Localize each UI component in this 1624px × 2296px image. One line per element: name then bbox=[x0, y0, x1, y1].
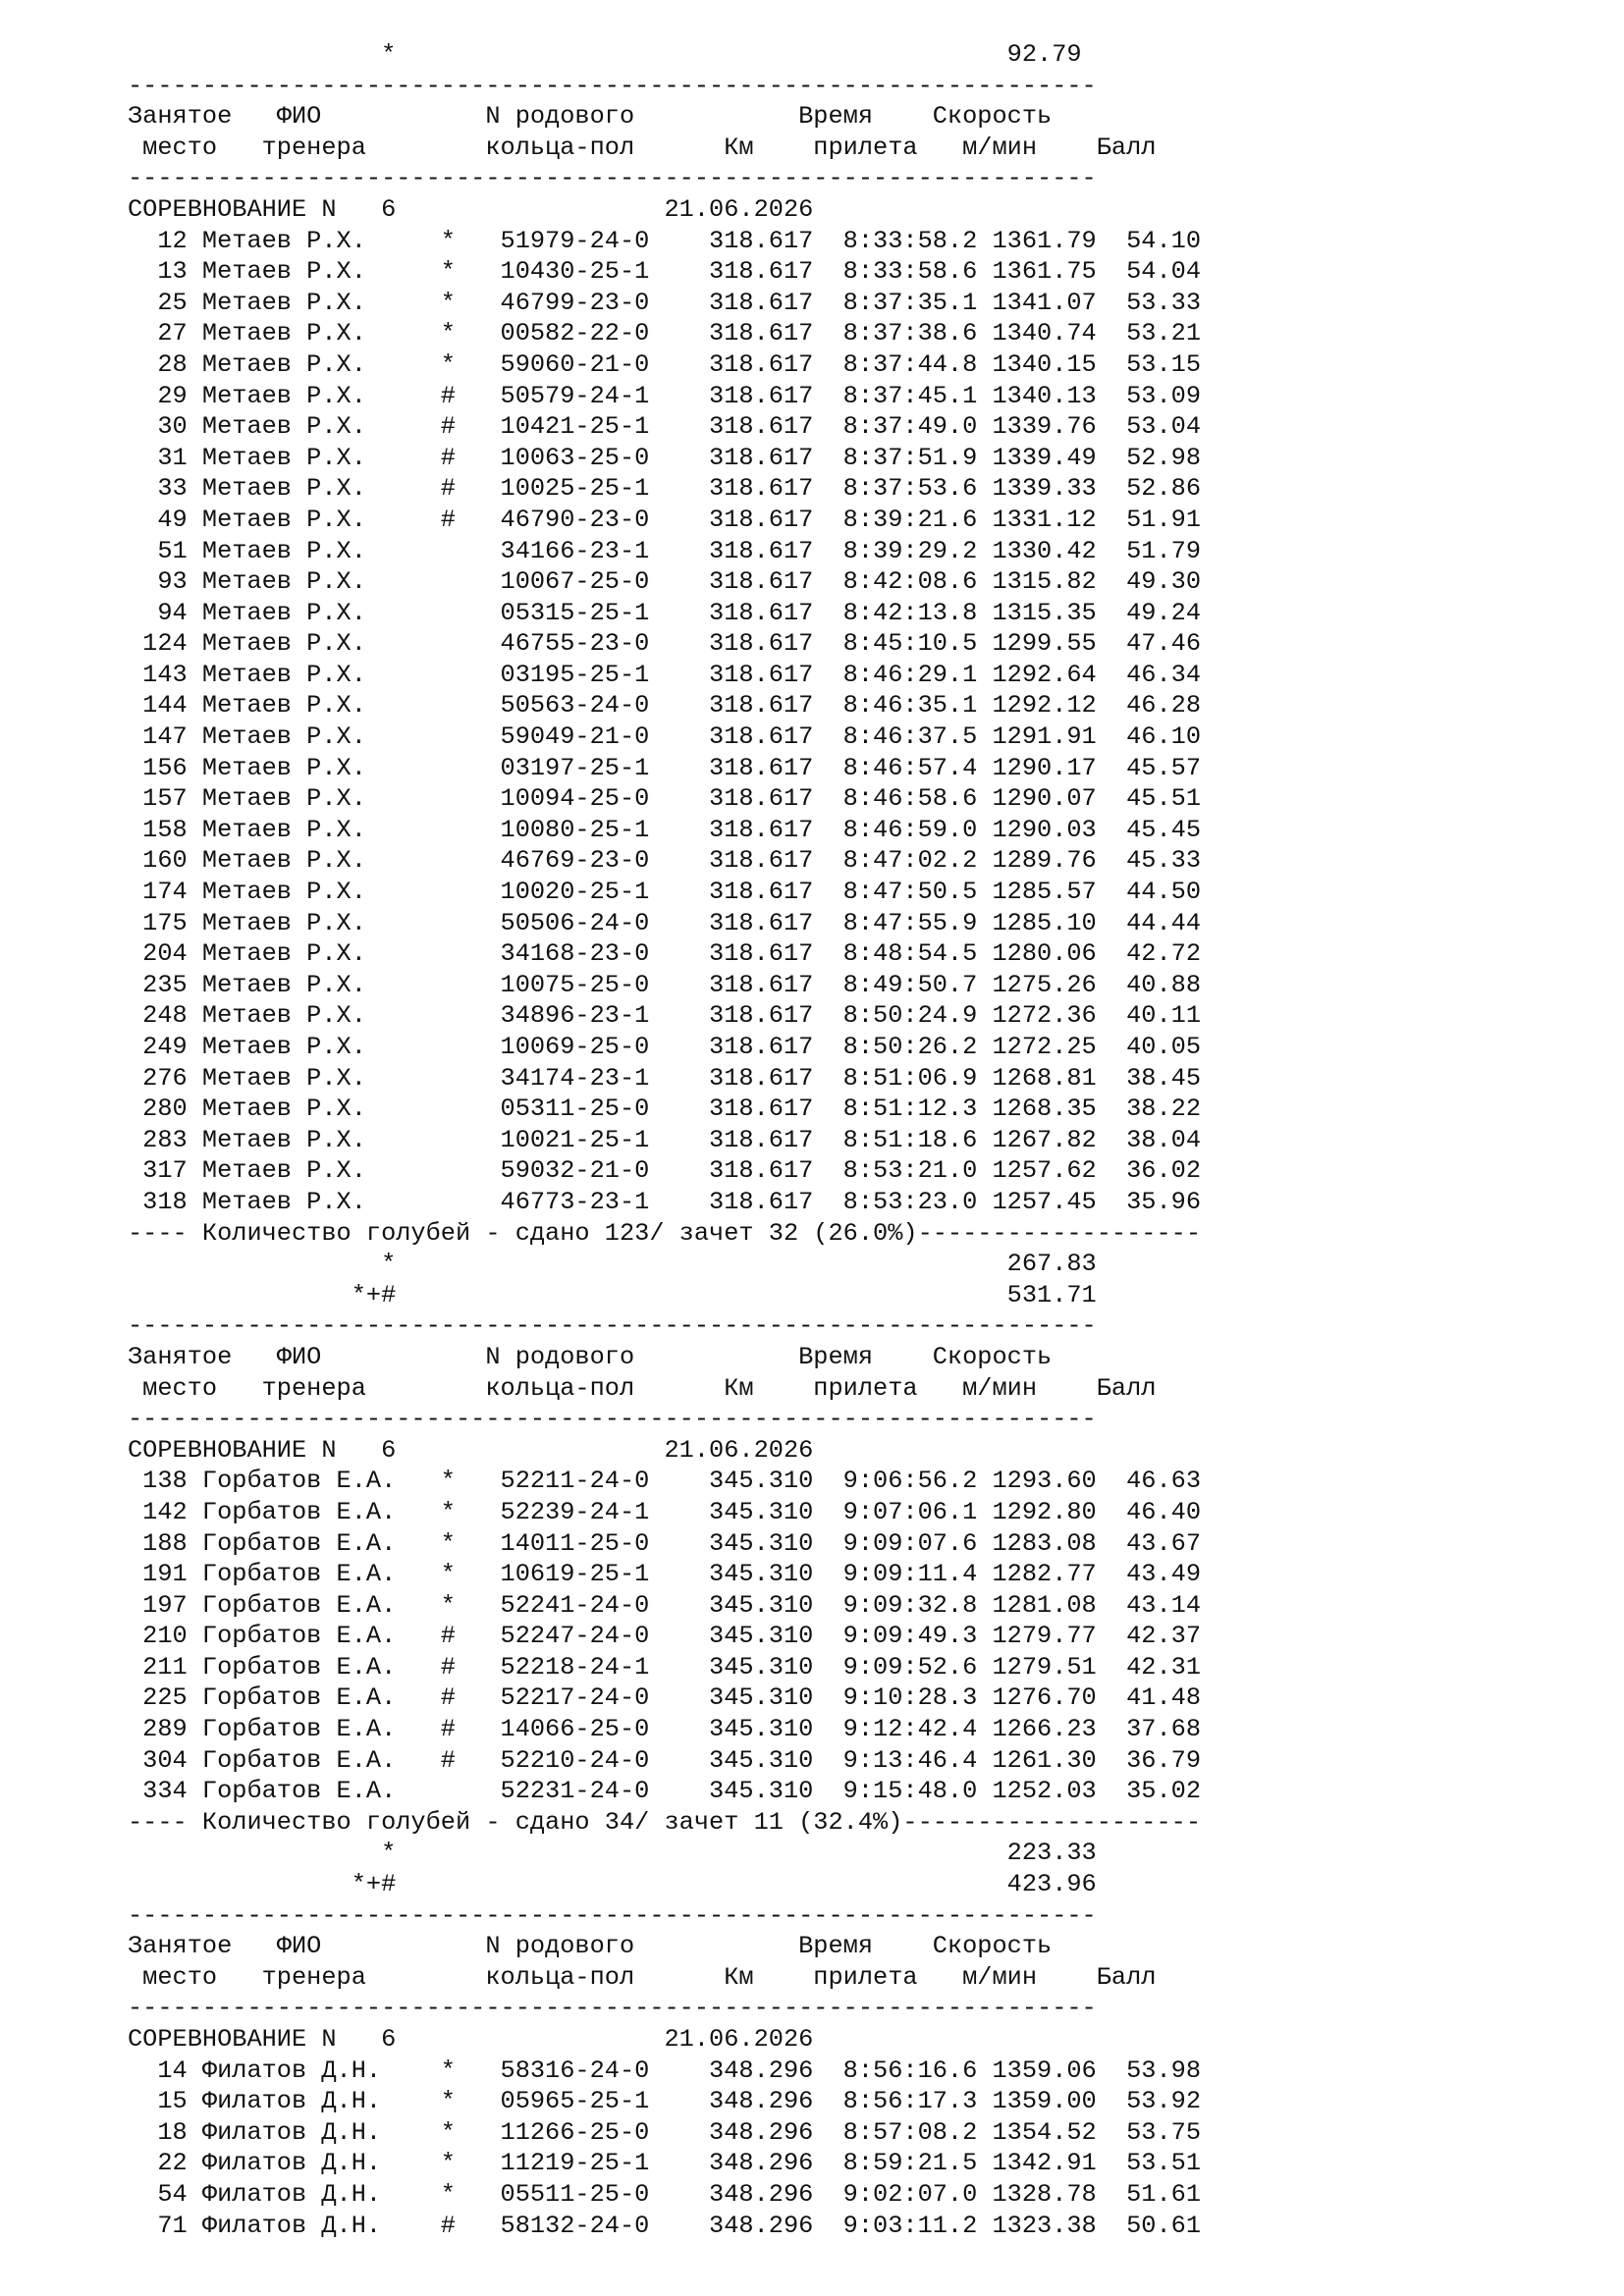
result-row: 22 Филатов Д.Н. * 11219-25-1 348.296 8:59:21.5 1342.91 53.51 bbox=[128, 2149, 1202, 2178]
result-row: 210 Горбатов Е.А. # 52247-24-0 345.310 9:09:49.3 1279.77 42.37 bbox=[128, 1622, 1202, 1651]
result-row: 197 Горбатов Е.А. * 52241-24-0 345.310 9:09:32.8 1281.08 43.14 bbox=[128, 1590, 1202, 1620]
result-row: 33 Метаев Р.Х. # 10025-25-1 318.617 8:37:53.6 1339.33 52.86 bbox=[128, 474, 1202, 504]
summary-line: * 223.33 bbox=[128, 1839, 1097, 1868]
result-row: 147 Метаев Р.Х. 59049-21-0 318.617 8:46:37.5 1291.91 46.10 bbox=[128, 722, 1202, 752]
results-sheet bbox=[128, 39, 1201, 2241]
column-header-line: место тренера кольца-пол Км прилета м/мин Балл bbox=[128, 1962, 1157, 1992]
result-row: 283 Метаев Р.Х. 10021-25-1 318.617 8:51:18.6 1267.82 38.04 bbox=[128, 1125, 1202, 1154]
summary-line: *+# 531.71 bbox=[128, 1280, 1097, 1309]
result-row: 156 Метаев Р.Х. 03197-25-1 318.617 8:46:57.4 1290.17 45.57 bbox=[128, 753, 1202, 782]
summary-line: ---- Количество голубей - сдано 123/ зачет 32 (26.0%)------------------- bbox=[128, 1218, 1202, 1248]
result-row: 175 Метаев Р.Х. 50506-24-0 318.617 8:47:55.9 1285.10 44.44 bbox=[128, 908, 1202, 937]
result-row: 157 Метаев Р.Х. 10094-25-0 318.617 8:46:58.6 1290.07 45.51 bbox=[128, 784, 1202, 814]
summary-line: ----------------------------------------------------------------- bbox=[128, 1311, 1097, 1341]
result-row: 12 Метаев Р.Х. * 51979-24-0 318.617 8:33:58.2 1361.79 54.10 bbox=[128, 226, 1202, 255]
result-row: 27 Метаев Р.Х. * 00582-22-0 318.617 8:37:38.6 1340.74 53.21 bbox=[128, 319, 1202, 348]
result-row: 191 Горбатов Е.А. * 10619-25-1 345.310 9:09:11.4 1282.77 43.49 bbox=[128, 1560, 1202, 1589]
result-row: 304 Горбатов Е.А. # 52210-24-0 345.310 9:13:46.4 1261.30 36.79 bbox=[128, 1745, 1202, 1775]
result-row: 318 Метаев Р.Х. 46773-23-1 318.617 8:53:23.0 1257.45 35.96 bbox=[128, 1187, 1202, 1216]
result-row: 225 Горбатов Е.А. # 52217-24-0 345.310 9:10:28.3 1276.70 41.48 bbox=[128, 1683, 1202, 1713]
column-header-line: ----------------------------------------------------------------- bbox=[128, 164, 1097, 193]
result-row: 158 Метаев Р.Х. 10080-25-1 318.617 8:46:59.0 1290.03 45.45 bbox=[128, 815, 1202, 844]
result-row: 15 Филатов Д.Н. * 05965-25-1 348.296 8:56:17.3 1359.00 53.92 bbox=[128, 2087, 1202, 2116]
result-row: 94 Метаев Р.Х. 05315-25-1 318.617 8:42:13.8 1315.35 49.24 bbox=[128, 598, 1202, 627]
result-row: 188 Горбатов Е.А. * 14011-25-0 345.310 9:09:07.6 1283.08 43.67 bbox=[128, 1528, 1202, 1558]
result-row: 142 Горбатов Е.А. * 52239-24-1 345.310 9:07:06.1 1292.80 46.40 bbox=[128, 1497, 1202, 1526]
header-line: ----------------------------------------------------------------- bbox=[128, 71, 1097, 100]
header-line: * 92.79 bbox=[128, 40, 1082, 69]
summary-line: ---- Количество голубей - сдано 34/ зачет 11 (32.4%)-------------------- bbox=[128, 1807, 1202, 1837]
result-row: 29 Метаев Р.Х. # 50579-24-1 318.617 8:37:45.1 1340.13 53.09 bbox=[128, 381, 1202, 410]
result-row: 248 Метаев Р.Х. 34896-23-1 318.617 8:50:24.9 1272.36 40.11 bbox=[128, 1001, 1202, 1031]
result-row: 49 Метаев Р.Х. # 46790-23-0 318.617 8:39:21.6 1331.12 51.91 bbox=[128, 505, 1202, 534]
result-row: 124 Метаев Р.Х. 46755-23-0 318.617 8:45:10.5 1299.55 47.46 bbox=[128, 629, 1202, 659]
result-row: 249 Метаев Р.Х. 10069-25-0 318.617 8:50:26.2 1272.25 40.05 bbox=[128, 1033, 1202, 1061]
column-header-line: место тренера кольца-пол Км прилета м/мин Балл bbox=[128, 133, 1157, 162]
result-row: 28 Метаев Р.Х. * 59060-21-0 318.617 8:37:44.8 1340.15 53.15 bbox=[128, 349, 1202, 379]
result-row: 235 Метаев Р.Х. 10075-25-0 318.617 8:49:50.7 1275.26 40.88 bbox=[128, 970, 1202, 999]
summary-line: * 267.83 bbox=[128, 1250, 1097, 1279]
column-header-line: Занятое ФИО N родового Время Скорость bbox=[128, 102, 1053, 132]
result-row: 211 Горбатов Е.А. # 52218-24-1 345.310 9:09:52.6 1279.51 42.31 bbox=[128, 1652, 1202, 1682]
result-row: 93 Метаев Р.Х. 10067-25-0 318.617 8:42:08.6 1315.82 49.30 bbox=[128, 567, 1202, 597]
column-header-line: место тренера кольца-пол Км прилета м/мин Балл bbox=[128, 1373, 1157, 1403]
result-row: 71 Филатов Д.Н. # 58132-24-0 348.296 9:03:11.2 1323.38 50.61 bbox=[128, 2211, 1202, 2240]
result-row: 25 Метаев Р.Х. * 46799-23-0 318.617 8:37:35.1 1341.07 53.33 bbox=[128, 288, 1202, 317]
result-row: 30 Метаев Р.Х. # 10421-25-1 318.617 8:37:49.0 1339.76 53.04 bbox=[128, 412, 1202, 442]
column-header-line: Занятое ФИО N родового Время Скорость bbox=[128, 1342, 1053, 1371]
column-header-line: ----------------------------------------------------------------- bbox=[128, 1405, 1097, 1434]
result-row: 14 Филатов Д.Н. * 58316-24-0 348.296 8:56:16.6 1359.06 53.98 bbox=[128, 2056, 1202, 2085]
result-row: 160 Метаев Р.Х. 46769-23-0 318.617 8:47:02.2 1289.76 45.33 bbox=[128, 846, 1202, 876]
competition-line: СОРЕВНОВАНИЕ N 6 21.06.2026 bbox=[128, 1435, 814, 1465]
result-row: 143 Метаев Р.Х. 03195-25-1 318.617 8:46:29.1 1292.64 46.34 bbox=[128, 660, 1202, 689]
column-header-line: Занятое ФИО N родового Время Скорость bbox=[128, 1932, 1053, 1961]
result-row: 317 Метаев Р.Х. 59032-21-0 318.617 8:53:21.0 1257.62 36.02 bbox=[128, 1156, 1202, 1186]
result-row: 51 Метаев Р.Х. 34166-23-1 318.617 8:39:29.2 1330.42 51.79 bbox=[128, 536, 1202, 565]
result-row: 334 Горбатов Е.А. 52231-24-0 345.310 9:15:48.0 1252.03 35.02 bbox=[128, 1777, 1202, 1806]
result-row: 280 Метаев Р.Х. 05311-25-0 318.617 8:51:12.3 1268.35 38.22 bbox=[128, 1095, 1202, 1124]
result-row: 174 Метаев Р.Х. 10020-25-1 318.617 8:47:50.5 1285.57 44.50 bbox=[128, 878, 1202, 907]
result-row: 31 Метаев Р.Х. # 10063-25-0 318.617 8:37:51.9 1339.49 52.98 bbox=[128, 443, 1202, 472]
result-row: 13 Метаев Р.Х. * 10430-25-1 318.617 8:33:58.6 1361.75 54.04 bbox=[128, 257, 1202, 287]
result-row: 204 Метаев Р.Х. 34168-23-0 318.617 8:48:54.5 1280.06 42.72 bbox=[128, 939, 1202, 969]
result-row: 289 Горбатов Е.А. # 14066-25-0 345.310 9:12:42.4 1266.23 37.68 bbox=[128, 1715, 1202, 1744]
result-row: 276 Метаев Р.Х. 34174-23-1 318.617 8:51:06.9 1268.81 38.45 bbox=[128, 1063, 1202, 1093]
result-row: 144 Метаев Р.Х. 50563-24-0 318.617 8:46:35.1 1292.12 46.28 bbox=[128, 691, 1202, 721]
result-row: 138 Горбатов Е.А. * 52211-24-0 345.310 9:06:56.2 1293.60 46.63 bbox=[128, 1467, 1202, 1496]
result-row: 18 Филатов Д.Н. * 11266-25-0 348.296 8:57:08.2 1354.52 53.75 bbox=[128, 2117, 1202, 2147]
competition-line: СОРЕВНОВАНИЕ N 6 21.06.2026 bbox=[128, 2025, 814, 2054]
result-row: 54 Филатов Д.Н. * 05511-25-0 348.296 9:02:07.0 1328.78 51.61 bbox=[128, 2179, 1202, 2209]
competition-line: СОРЕВНОВАНИЕ N 6 21.06.2026 bbox=[128, 194, 814, 224]
summary-line: ----------------------------------------------------------------- bbox=[128, 1900, 1097, 1930]
summary-line: *+# 423.96 bbox=[128, 1870, 1097, 1899]
column-header-line: ----------------------------------------------------------------- bbox=[128, 1994, 1097, 2023]
